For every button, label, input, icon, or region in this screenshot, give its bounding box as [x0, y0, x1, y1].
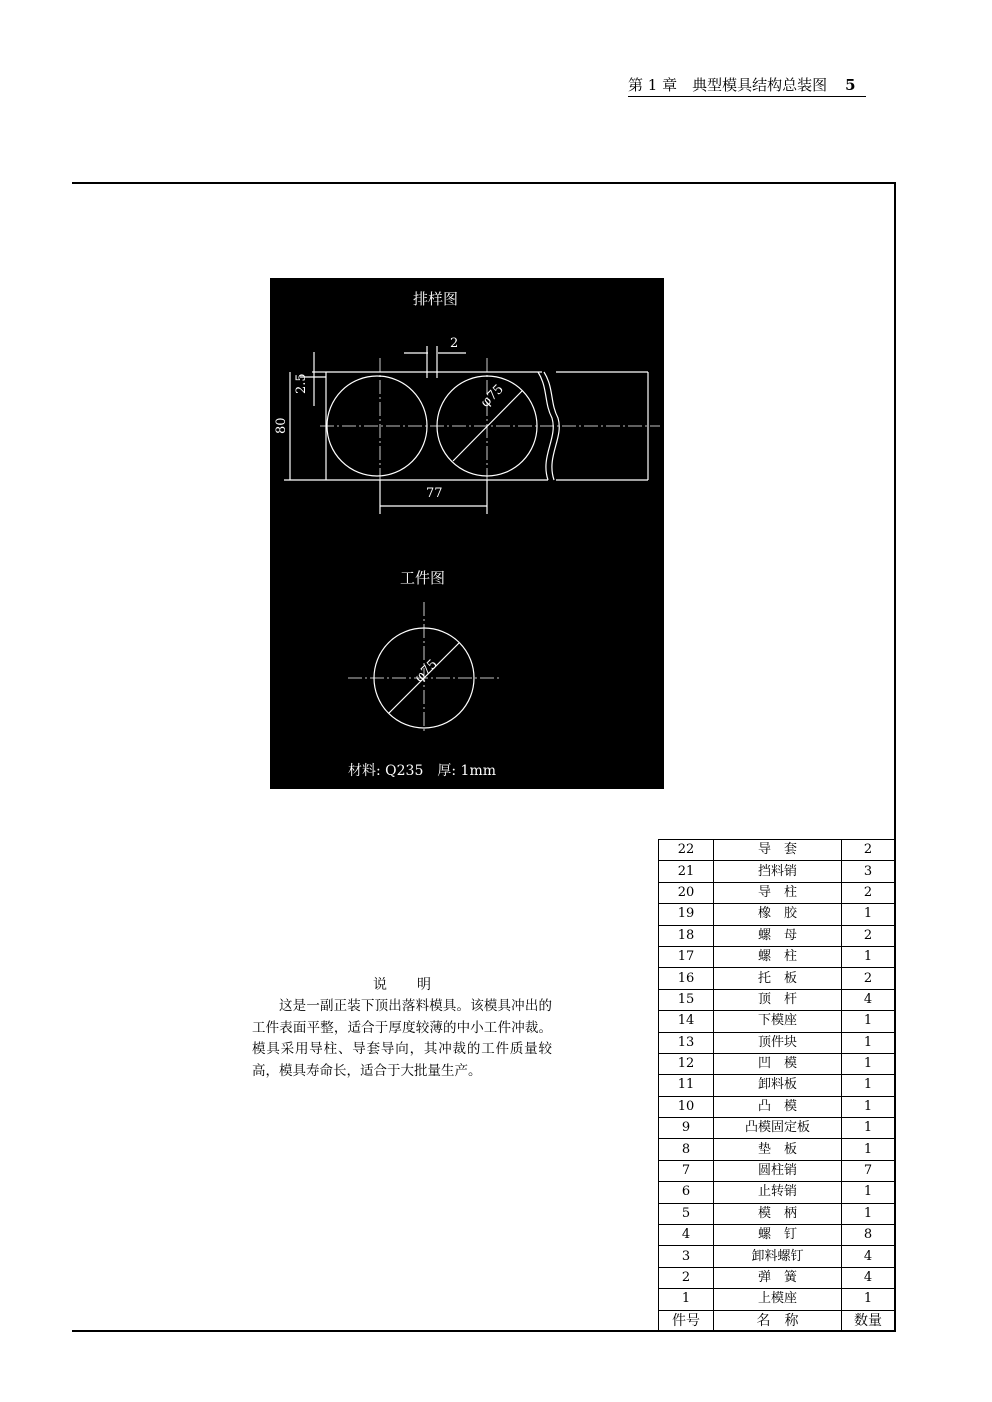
part-qty-cell: 1 [842, 1289, 895, 1310]
part-number-cell: 2 [659, 1267, 714, 1288]
part-number-cell: 9 [659, 1118, 714, 1139]
dim-diameter-strip-label: φ75 [478, 381, 507, 411]
parts-table-body [659, 840, 895, 1332]
part-name-cell: 顶 杆 [714, 989, 842, 1010]
layout-title: 排样图 [413, 290, 459, 308]
table-row [659, 1203, 895, 1224]
part-name-cell: 下模座 [714, 1011, 842, 1032]
part-name-cell: 弹 簧 [714, 1267, 842, 1288]
table-row [659, 968, 895, 989]
part-name-cell: 托 板 [714, 968, 842, 989]
table-row [659, 1075, 895, 1096]
part-number-cell: 5 [659, 1203, 714, 1224]
table-row [659, 989, 895, 1010]
part-name-cell: 凹 模 [714, 1053, 842, 1074]
part-name-cell: 螺 钉 [714, 1225, 842, 1246]
note-title: 说明 [373, 977, 461, 993]
part-name-cell: 导 套 [714, 840, 842, 861]
part-qty-cell: 2 [842, 968, 895, 989]
part-name-cell: 顶件块 [714, 1032, 842, 1053]
part-name-cell: 模 柄 [714, 1203, 842, 1224]
part-number-cell: 1 [659, 1289, 714, 1310]
dim-diameter-part-label: φ75 [412, 656, 441, 686]
part-qty-cell: 1 [842, 1053, 895, 1074]
part-number-cell: 6 [659, 1182, 714, 1203]
parts-table [658, 839, 895, 1332]
dim-width-label: 80 [274, 417, 289, 434]
part-qty-cell: 7 [842, 1160, 895, 1181]
chapter-title: 第 1 章 典型模具结构总装图 [628, 76, 828, 94]
part-qty-cell: 1 [842, 1075, 895, 1096]
part-number-cell: 15 [659, 989, 714, 1010]
part-name-cell: 螺 母 [714, 925, 842, 946]
table-row [659, 1011, 895, 1032]
part-name-cell: 垫 板 [714, 1139, 842, 1160]
table-row [659, 1267, 895, 1288]
part-qty-cell: 1 [842, 946, 895, 967]
table-row [659, 1225, 895, 1246]
header-part-name: 名 称 [714, 1310, 842, 1331]
running-header [628, 74, 856, 95]
part-qty-cell: 3 [842, 861, 895, 882]
dim-edge-label: 2.5 [294, 373, 309, 394]
header-rule [628, 96, 866, 97]
part-qty-cell: 1 [842, 1118, 895, 1139]
part-number-cell: 13 [659, 1032, 714, 1053]
part-qty-cell: 8 [842, 1225, 895, 1246]
table-row [659, 946, 895, 967]
table-header-row [659, 1310, 895, 1331]
page-number: 5 [845, 76, 856, 94]
part-qty-cell: 2 [842, 925, 895, 946]
part-qty-cell: 4 [842, 1267, 895, 1288]
part-qty-cell: 1 [842, 1203, 895, 1224]
frame-top-line [72, 182, 896, 184]
table-row [659, 840, 895, 861]
table-row [659, 1096, 895, 1117]
table-row [659, 1182, 895, 1203]
part-number-cell: 14 [659, 1011, 714, 1032]
part-number-cell: 19 [659, 904, 714, 925]
table-row [659, 882, 895, 903]
table-row [659, 1032, 895, 1053]
part-qty-cell: 2 [842, 840, 895, 861]
part-number-cell: 20 [659, 882, 714, 903]
part-qty-cell: 1 [842, 904, 895, 925]
table-row [659, 925, 895, 946]
part-name-cell: 卸料板 [714, 1075, 842, 1096]
table-row [659, 861, 895, 882]
table-row [659, 1160, 895, 1181]
part-number-cell: 4 [659, 1225, 714, 1246]
part-qty-cell: 4 [842, 989, 895, 1010]
table-row [659, 1289, 895, 1310]
dim-gap-label: 2 [450, 336, 459, 351]
table-row [659, 904, 895, 925]
part-name-cell: 导 柱 [714, 882, 842, 903]
table-row [659, 1246, 895, 1267]
drawing-svg [270, 278, 664, 789]
part-number-cell: 3 [659, 1246, 714, 1267]
part-qty-cell: 1 [842, 1011, 895, 1032]
part-name-cell: 圆柱销 [714, 1160, 842, 1181]
part-title: 工件图 [400, 569, 446, 587]
layout-drawing [270, 278, 664, 789]
part-name-cell: 止转销 [714, 1182, 842, 1203]
part-number-cell: 8 [659, 1139, 714, 1160]
part-number-cell: 18 [659, 925, 714, 946]
header-part-number: 件号 [659, 1310, 714, 1331]
part-number-cell: 10 [659, 1096, 714, 1117]
part-qty-cell: 2 [842, 882, 895, 903]
note-body: 这是一副正装下顶出落料模具。该模具冲出的工件表面平整，适合于厚度较薄的中小工件冲裁。模具采用导柱、导套导向，其冲裁的工件质量较高，模具寿命长，适合于大批量生产。 [252, 998, 552, 1079]
header-part-qty: 数量 [842, 1310, 895, 1331]
table-row [659, 1118, 895, 1139]
part-name-cell: 上模座 [714, 1289, 842, 1310]
table-row [659, 1053, 895, 1074]
part-name-cell: 橡 胶 [714, 904, 842, 925]
part-number-cell: 11 [659, 1075, 714, 1096]
part-number-cell: 17 [659, 946, 714, 967]
part-qty-cell: 4 [842, 1246, 895, 1267]
material-label: 材料: Q235 厚: 1mm [348, 763, 496, 779]
part-name-cell: 挡料销 [714, 861, 842, 882]
part-number-cell: 22 [659, 840, 714, 861]
part-number-cell: 12 [659, 1053, 714, 1074]
part-qty-cell: 1 [842, 1139, 895, 1160]
part-name-cell: 凸模固定板 [714, 1118, 842, 1139]
part-number-cell: 16 [659, 968, 714, 989]
part-name-cell: 螺 柱 [714, 946, 842, 967]
part-qty-cell: 1 [842, 1096, 895, 1117]
part-qty-cell: 1 [842, 1182, 895, 1203]
part-name-cell: 凸 模 [714, 1096, 842, 1117]
part-number-cell: 7 [659, 1160, 714, 1181]
part-number-cell: 21 [659, 861, 714, 882]
part-qty-cell: 1 [842, 1032, 895, 1053]
part-name-cell: 卸料螺钉 [714, 1246, 842, 1267]
table-row [659, 1139, 895, 1160]
dim-pitch-label: 77 [426, 486, 443, 501]
